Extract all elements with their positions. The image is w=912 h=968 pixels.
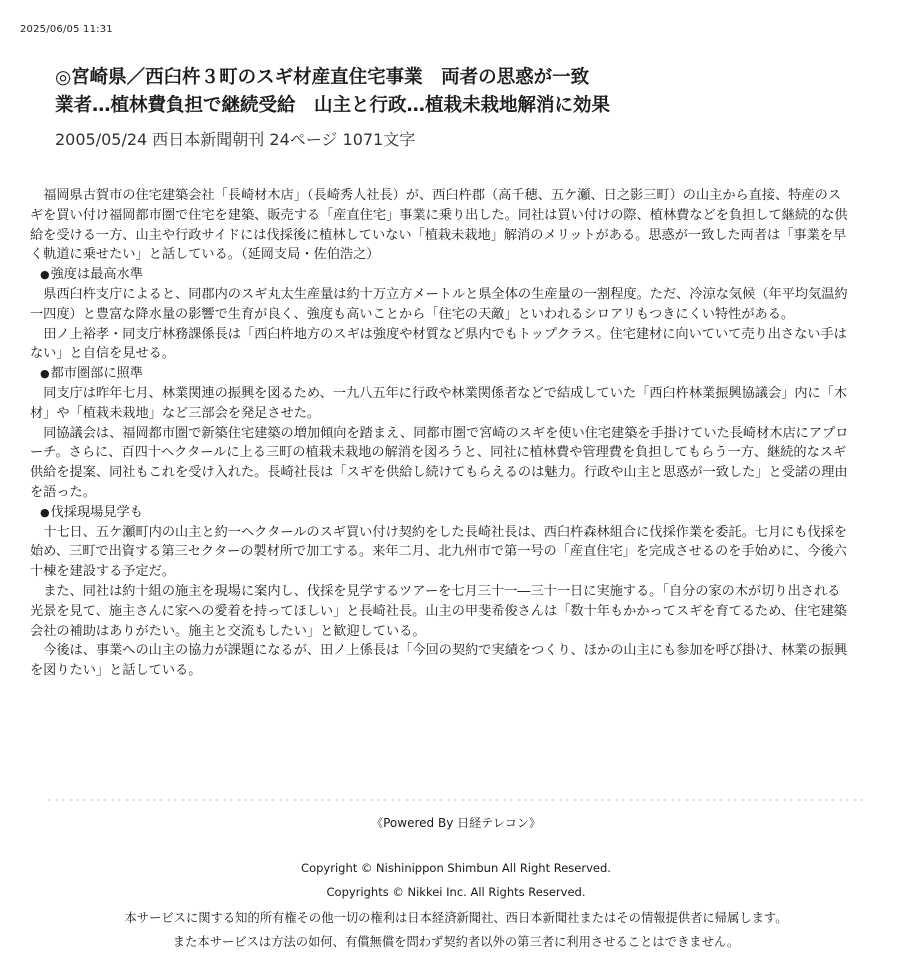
article-body [30,186,852,681]
bullet-icon: ● [40,367,50,381]
article-meta: 2005/05/24 西日本新聞朝刊 24ページ 1071文字 [55,130,416,149]
print-timestamp: 2025/06/05 11:31 [20,24,113,35]
article-paragraph: 十七日、五ケ瀬町内の山主と約一ヘクタールのスギ買い付け契約をした長崎社長は、西臼杵森林組合に伐採作業を委託。七月にも伐採を始め、三町で出資する第三セクターの製材所で加工する。来年二月、北九州市で第一号の「産直住宅」を完成させるのを手始めに、今後六十棟を建設する予定だ。 [30,524,848,580]
article-paragraph: 同協議会は、福岡都市圏で新築住宅建築の増加傾向を踏まえ、同都市圏で宮崎のスギを使い住宅建築を手掛けていた長崎材木店にアプローチ。さらに、百四十ヘクタールに上る三町の植栽未栽地の解消を図ろうと、同社に植林費や管理費を負担してもらう一方、継続的なスギ供給を提案、同社もこれを受け入れた。長崎社長は「スギを供給し続けてもらえるのは魅力。行政や山主と思惑が一致した」と受諾の理由を語った。 [30,425,849,500]
article-paragraph: 福岡県古賀市の住宅建築会社「長崎材木店」（長崎秀人社長）が、西臼杵郡（高千穂、五ケ瀬、日之影三町）の山主から直接、特産のスギを買い付け福岡都市圏で住宅を建築、販売する「産直住宅」事業に乗り出した。同社は買い付けの際、植林費などを負担して継続的な供給を受ける一方、山主や行政サイドには伐採後に植林していない「植栽未栽地」解消のメリットがある。思惑が一致した両者は「事業を早く軌道に乗せたい」と話している。（延岡支局・佐伯浩之） [30,188,848,263]
article-paragraph: 田ノ上裕孝・同支庁林務課係長は「西臼杵地方のスギは強度や材質など県内でもトップクラス。住宅建材に向いていて売り出さない手はない」と自信を見せる。 [30,326,847,362]
dotted-divider [46,798,866,802]
article-paragraph: 今後は、事業への山主の協力が課題になるが、田ノ上係長は「今回の契約で実績をつくり、ほかの山主にも参加を呼び掛け、林業の振興を図りたい」と話している。 [30,643,848,679]
section-heading [30,364,852,384]
article-paragraph: 県西臼杵支庁によると、同郡内のスギ丸太生産量は約十万立方メートルと県全体の生産量の一割程度。ただ、冷涼な気候（年平均気温約一四度）と豊富な降水量の影響で生育が良く、強度も高いことから「住宅の天敵」といわれるシロアリもつきにくい特性がある。 [30,286,848,322]
powered-by: 《Powered By 日経テレコン》 [371,816,541,830]
copyright-nikkei: Copyrights © Nikkei Inc. All Rights Reserved. [326,885,586,899]
bullet-icon: ● [40,268,50,282]
section-heading [30,265,852,285]
section-heading-label: 強度は最高水準 [50,267,143,283]
headline-line-1: ◎宮崎県／西臼杵３町のスギ材産直住宅事業 両者の思惑が一致 [55,67,590,88]
rights-notice-2: また本サービスは方法の如何、有償無償を問わず契約者以外の第三者に利用させることはできません。 [172,935,740,949]
copyright-nishinippon: Copyright © Nishinippon Shimbun All Right Reserved. [301,861,611,875]
bullet-icon: ● [40,505,50,519]
section-heading-label: 都市圏部に照準 [50,366,143,382]
rights-notice-1: 本サービスに関する知的所有権その他一切の権利は日本経済新聞社、西日本新聞社またはその情報提供者に帰属します。 [124,911,788,925]
article-paragraph: 同支庁は昨年七月、林業関連の振興を図るため、一九八五年に行政や林業関係者などで結成していた「西臼杵林業振興協議会」内に「木材」や「植栽未栽地」など三部会を発足させた。 [30,385,848,421]
article-paragraph: また、同社は約十組の施主を現場に案内し、伐採を見学するツアーを七月三十一―三十一日に実施する。「自分の家の木が切り出される光景を見て、施主さんに家への愛着を持ってほしい」と長崎社長。山主の甲斐希俊さんは「数十年もかかってスギを育てるため、住宅建築会社の補助はありがたい。施主と交流もしたい」と歓迎している。 [30,583,847,639]
section-heading-label: 伐採現場見学も [50,504,143,520]
section-heading [30,503,852,523]
headline-line-2: 業者…植林費負担で継続受給 山主と行政…植栽未栽地解消に効果 [55,95,611,116]
